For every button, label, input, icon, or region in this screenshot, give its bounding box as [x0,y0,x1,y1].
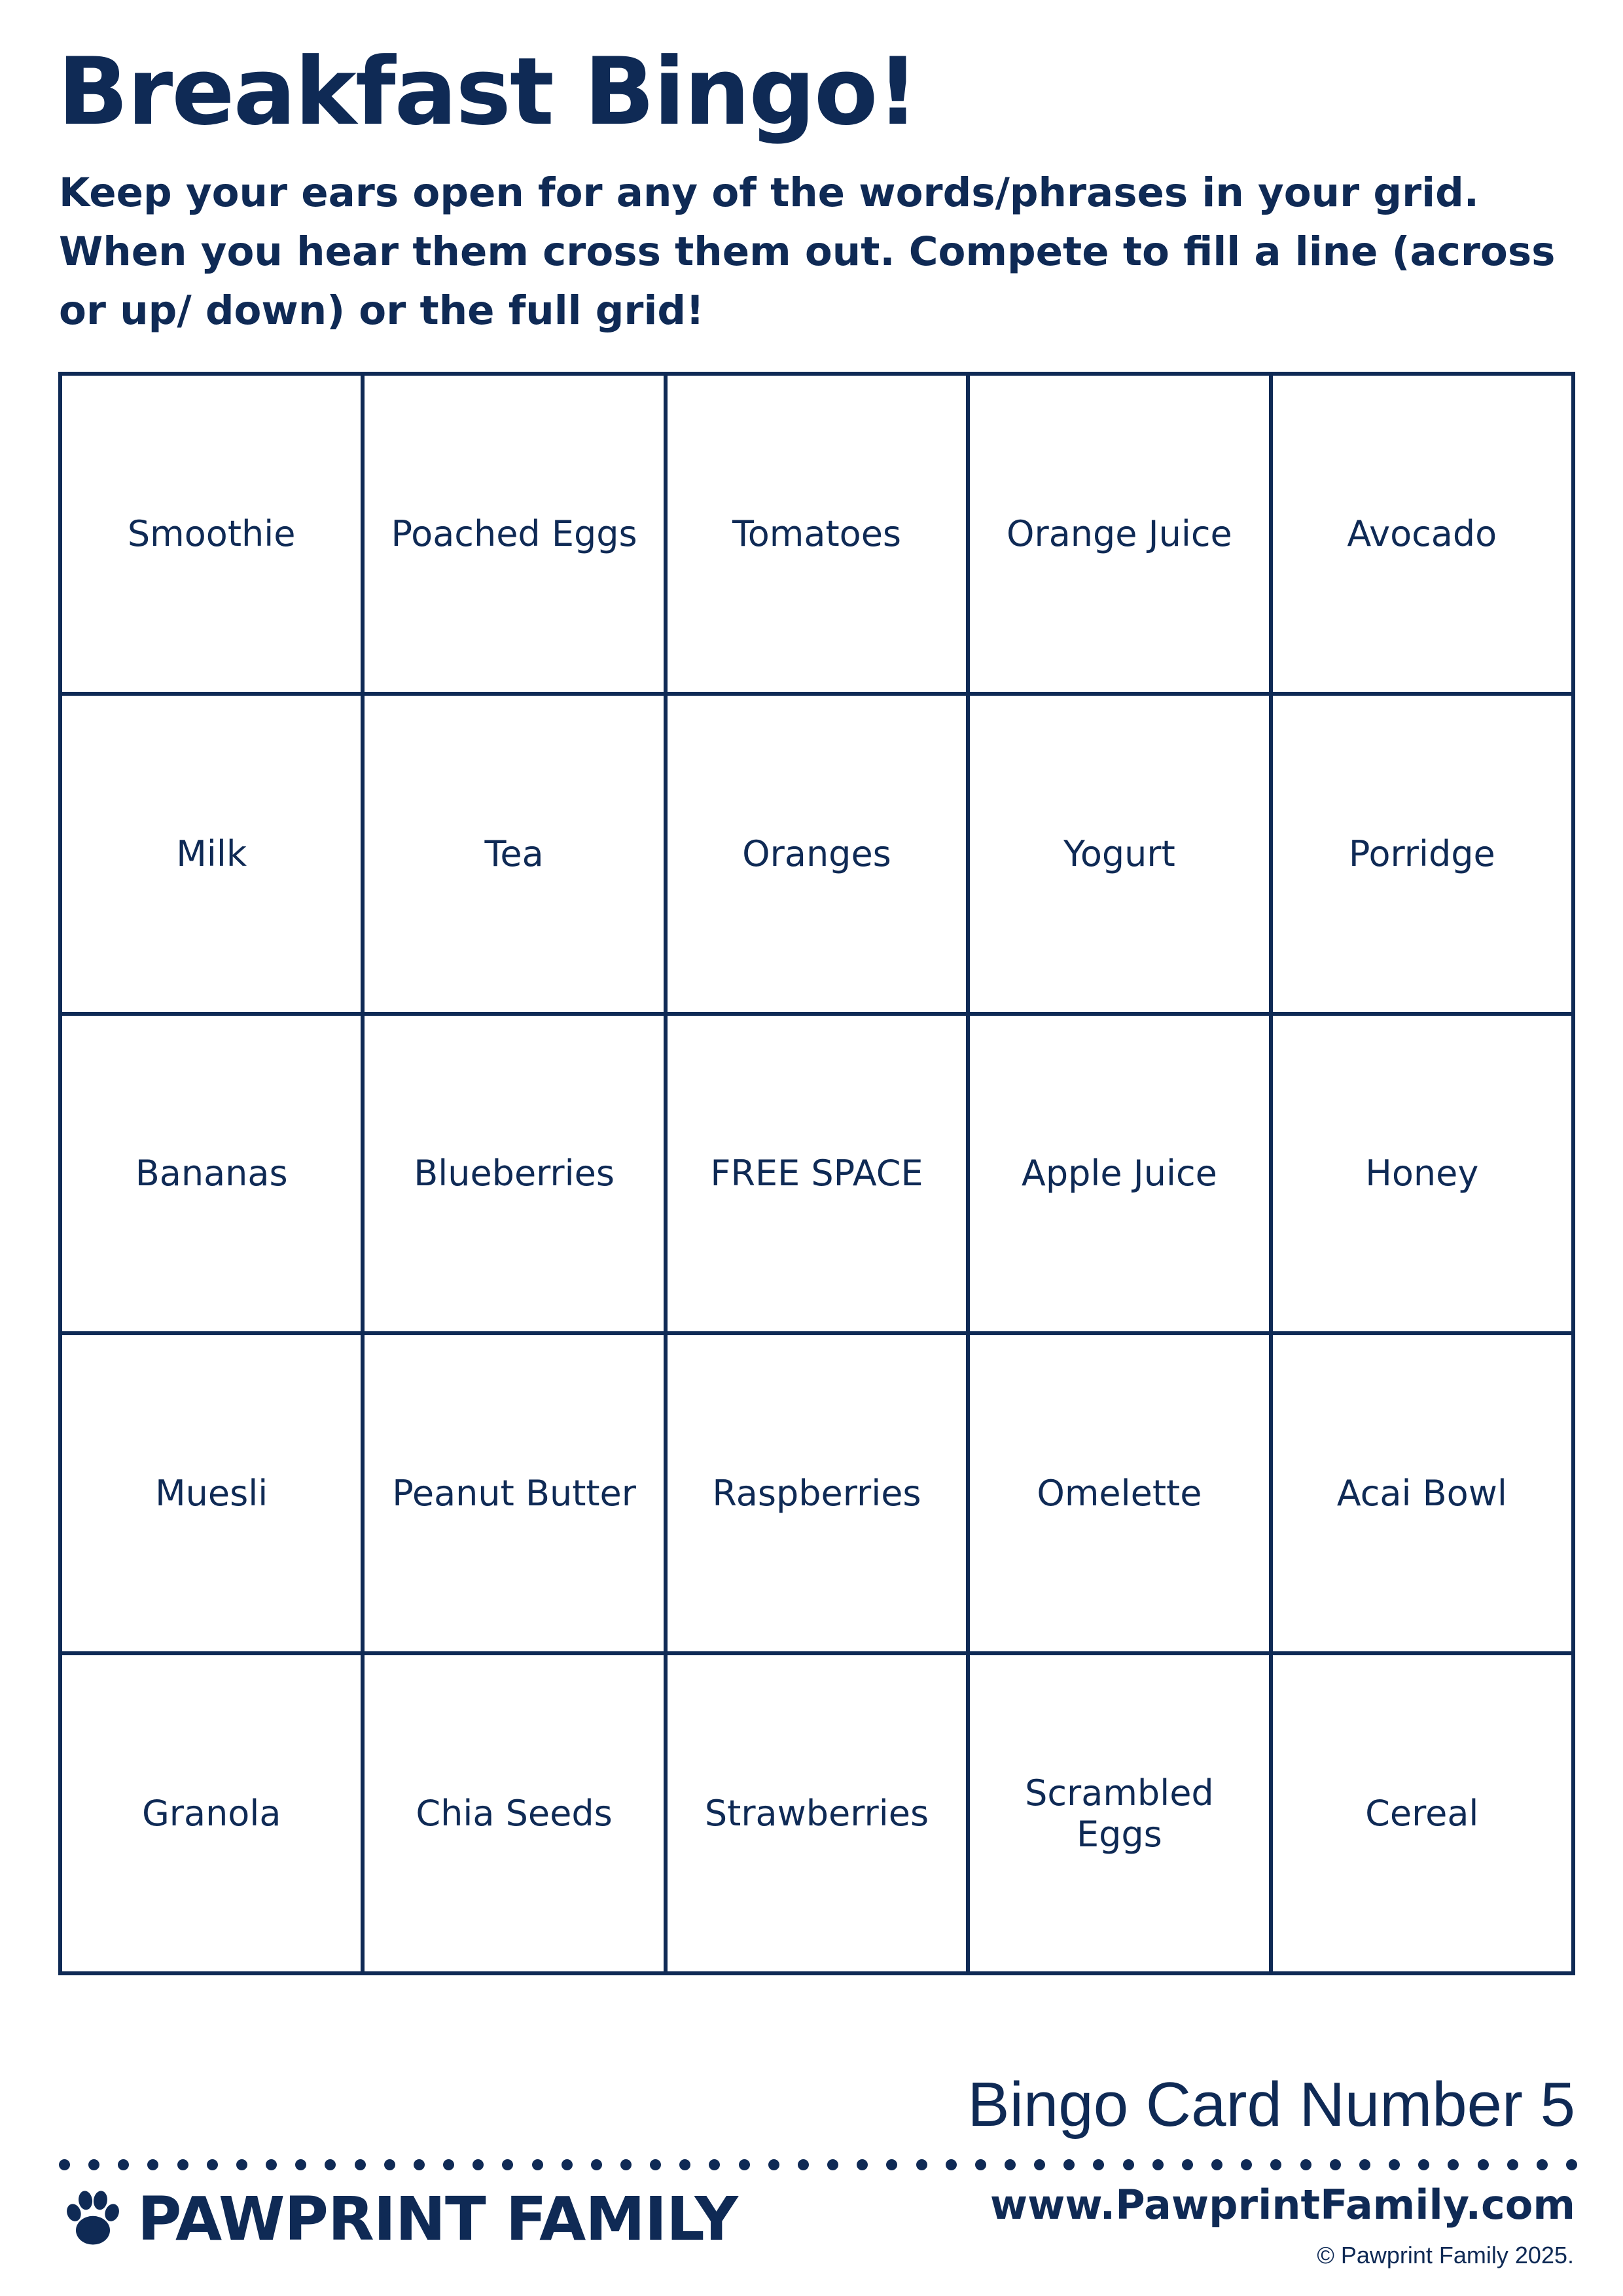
divider-dot [1005,2159,1016,2170]
divider-dot [88,2159,99,2170]
divider-dot [1448,2159,1459,2170]
bingo-cell[interactable]: Milk [60,694,363,1014]
bingo-cell[interactable]: Apple Juice [968,1014,1270,1334]
bingo-cell[interactable]: Raspberries [666,1333,968,1653]
divider-dot [650,2159,661,2170]
free-space-cell[interactable]: FREE SPACE [666,1014,968,1334]
divider-dot [1478,2159,1489,2170]
divider-dot [591,2159,602,2170]
page-title: Breakfast Bingo! [58,38,918,146]
divider-dot [1389,2159,1400,2170]
divider-dot [147,2159,158,2170]
divider-dot [1241,2159,1252,2170]
bingo-cell[interactable]: Muesli [60,1333,363,1653]
bingo-cell[interactable]: Strawberries [666,1653,968,1973]
website-link[interactable]: www.PawprintFamily.com [990,2181,1575,2229]
divider-dot [1418,2159,1429,2170]
bingo-cell[interactable]: Poached Eggs [363,374,665,694]
bingo-cell[interactable]: Blueberries [363,1014,665,1334]
divider-dot [1359,2159,1370,2170]
bingo-cell[interactable]: Oranges [666,694,968,1014]
divider-dot [1507,2159,1518,2170]
divider-dot [1182,2159,1193,2170]
divider-dot [59,2159,70,2170]
divider-dot [295,2159,306,2170]
divider-dot [1270,2159,1281,2170]
divider-dot [1034,2159,1045,2170]
divider-dot [768,2159,779,2170]
divider-dot [236,2159,247,2170]
divider-dot [473,2159,484,2170]
bingo-grid [58,372,1575,1975]
divider-dot [355,2159,366,2170]
bingo-cell[interactable]: Granola [60,1653,363,1973]
divider-dot [886,2159,897,2170]
divider-dot [975,2159,986,2170]
divider-dot [916,2159,927,2170]
divider-dot [502,2159,513,2170]
divider-dot [1330,2159,1341,2170]
instructions: Keep your ears open for any of the words/phrases in your grid. When you hear them cross them out. Compete to fill a line (across or up/ down) or the full grid! [59,170,1556,334]
divider-dot [443,2159,454,2170]
divider-dot [798,2159,809,2170]
brand-name: PAWPRINT FAMILY [137,2184,738,2254]
bingo-cell[interactable]: Porridge [1271,694,1573,1014]
divider-dot [620,2159,632,2170]
card-number-label: Bingo Card Number 5 [967,2070,1575,2140]
bingo-cell[interactable]: Peanut Butter [363,1333,665,1653]
divider-dot [532,2159,543,2170]
bingo-cell[interactable]: Honey [1271,1014,1573,1334]
divider-dot [118,2159,129,2170]
divider-dot [857,2159,868,2170]
bingo-cell[interactable]: Tea [363,694,665,1014]
divider-dot [946,2159,957,2170]
bingo-cell[interactable]: Chia Seeds [363,1653,665,1973]
divider-dot [562,2159,573,2170]
divider-dot [709,2159,720,2170]
divider-dot [1211,2159,1222,2170]
divider-dot [1152,2159,1164,2170]
bingo-cell[interactable]: Avocado [1271,374,1573,694]
divider-dot [1566,2159,1577,2170]
bingo-cell[interactable]: Bananas [60,1014,363,1334]
divider-dot [1123,2159,1134,2170]
divider-dot [1300,2159,1311,2170]
bingo-cell[interactable]: Orange Juice [968,374,1270,694]
bingo-cell[interactable]: Omelette [968,1333,1270,1653]
bingo-cell[interactable]: Tomatoes [666,374,968,694]
dotted-divider [59,2157,1577,2172]
copyright-notice: © Pawprint Family 2025. [1317,2242,1574,2269]
divider-dot [1063,2159,1075,2170]
divider-dot [325,2159,336,2170]
bingo-cell[interactable]: Acai Bowl [1271,1333,1573,1653]
divider-dot [414,2159,425,2170]
divider-dot [177,2159,188,2170]
bingo-cell[interactable]: Scrambled Eggs [968,1653,1270,1973]
brand-logo [59,2183,738,2255]
divider-dot [1537,2159,1548,2170]
divider-dot [266,2159,277,2170]
divider-dot [384,2159,395,2170]
bingo-cell[interactable]: Cereal [1271,1653,1573,1973]
divider-dot [207,2159,218,2170]
paw-print-icon [59,2185,127,2253]
divider-dot [1093,2159,1104,2170]
bingo-cell[interactable]: Smoothie [60,374,363,694]
divider-dot [827,2159,838,2170]
divider-dot [679,2159,690,2170]
divider-dot [739,2159,750,2170]
bingo-cell[interactable]: Yogurt [968,694,1270,1014]
